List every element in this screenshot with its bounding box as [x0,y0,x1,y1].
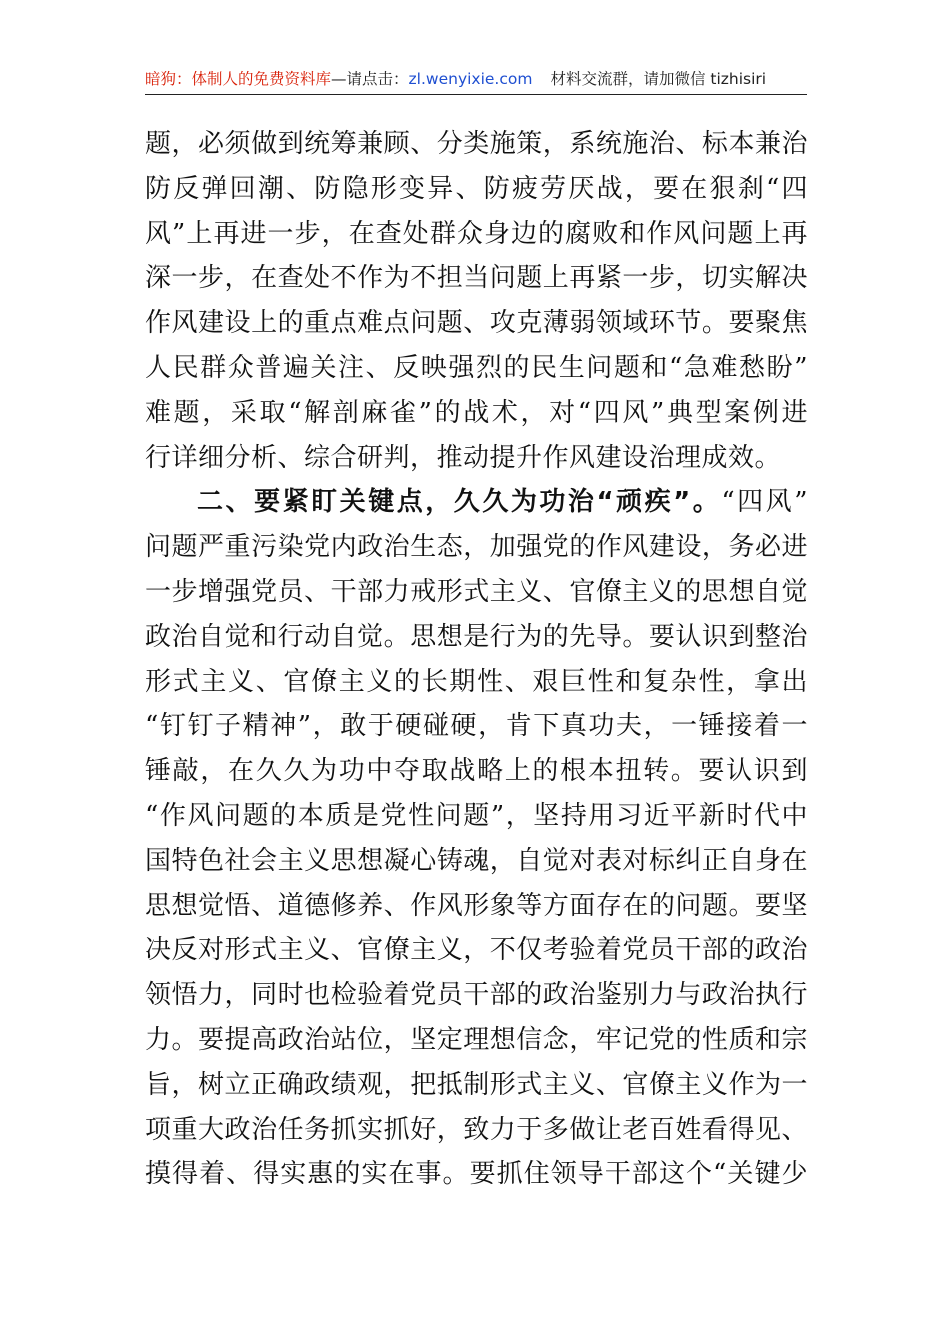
paragraph-line: 领悟力，同时也检验着党员干部的政治鉴别力与政治执行 [145,980,808,1011]
document-header [145,64,807,95]
header-site-name: 暗狗：体制人的免费资料库 [145,70,332,88]
section-heading: 二、要紧盯关键点，久久为功治“顽疾”。 [197,487,722,518]
paragraph-line: 深一步，在查处不作为不担当问题上再紧一步，切实解决 [145,263,808,294]
header-wechat-note: 材料交流群，请加微信 tizhisiri [550,70,767,88]
paragraph-line: 行详细分析、综合研判，推动提升作风建设治理成效。 [145,442,782,473]
paragraph-line: 风”上再进一步，在查处群众身边的腐败和作风问题上再 [145,218,808,249]
section-first-line-rest: “四风” [721,487,808,518]
paragraph-line: 防反弹回潮、防隐形变异、防疲劳厌战，要在狠刹“四 [145,173,808,204]
section-heading-line [145,480,808,525]
paragraph-line: 难题，采取“解剖麻雀”的战术，对“四风”典型案例进 [145,397,808,428]
paragraph-line: “作风问题的本质是党性问题”，坚持用习近平新时代中 [145,800,808,831]
paragraph-line: 力。要提高政治站位，坚定理想信念，牢记党的性质和宗 [145,1024,808,1055]
paragraph-line: 人民群众普遍关注、反映强烈的民生问题和“急难愁盼” [145,352,808,383]
paragraph-line: 项重大政治任务抓实抓好，致力于多做让老百姓看得见、 [145,1114,808,1145]
paragraph-line: 作风建设上的重点难点问题、攻克薄弱领域环节。要聚焦 [145,308,808,339]
paragraph-line: 旨，树立正确政绩观，把抵制形式主义、官僚主义作为一 [145,1069,808,1100]
paragraph-line: 问题严重污染党内政治生态，加强党的作风建设，务必进 [145,532,808,563]
header-click-prompt: —请点击： [331,70,409,88]
header-link[interactable]: zl.wenyixie.com [408,70,533,88]
paragraph-line: 决反对形式主义、官僚主义，不仅考验着党员干部的政治 [145,935,808,966]
paragraph-line: 锤敲，在久久为功中夺取战略上的根本扭转。要认识到 [145,756,808,787]
paragraph-line: 形式主义、官僚主义的长期性、艰巨性和复杂性，拿出 [145,666,808,697]
paragraph-line: 政治自觉和行动自觉。思想是行为的先导。要认识到整治 [145,621,808,652]
paragraph-line: 摸得着、得实惠的实在事。要抓住领导干部这个“关键少 [145,1159,808,1190]
paragraph-line: 思想觉悟、道德修养、作风形象等方面存在的问题。要坚 [145,890,808,921]
paragraph-line: 一步增强党员、干部力戒形式主义、官僚主义的思想自觉 [145,576,808,607]
paragraph-line: 国特色社会主义思想凝心铸魂，自觉对表对标纠正自身在 [145,845,808,876]
paragraph-line: “钉钉子精神”，敢于硬碰硬，肯下真功夫，一锤接着一 [145,711,808,742]
paragraph-line: 题，必须做到统筹兼顾、分类施策，系统施治、标本兼治 [145,129,808,159]
document-body [145,122,808,1197]
